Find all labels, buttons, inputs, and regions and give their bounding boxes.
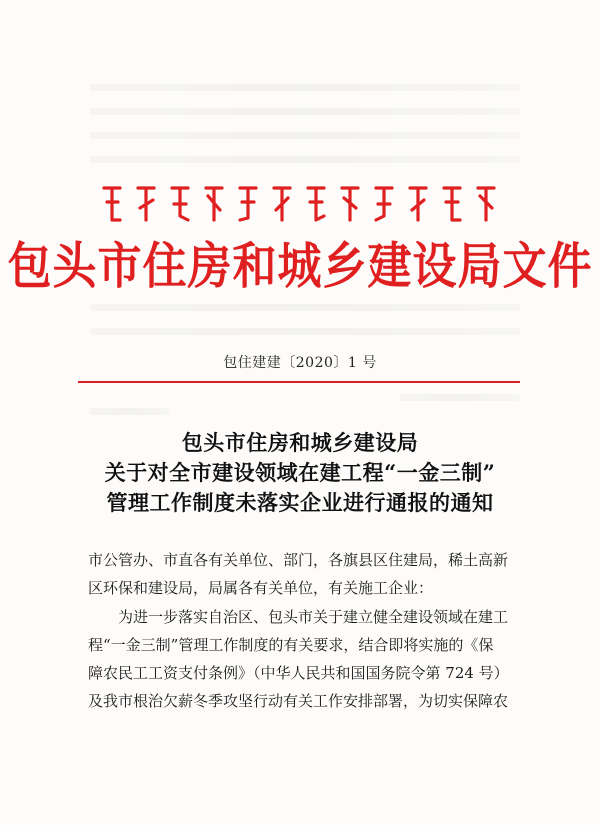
org-header-title: 包头市住房和城乡建设局文件 <box>7 238 593 296</box>
addressee-line: 市公管办、市直各有关单位、部门，各旗县区住建局，稀土高新 <box>88 551 509 569</box>
scan-bleed-mark <box>400 394 520 401</box>
mongolian-org-name-icon <box>98 180 506 228</box>
body-line: 及我市根治欠薪冬季攻坚行动有关工作安排部署，为切实保障农 <box>88 692 509 710</box>
notice-title-line: 包头市住房和城乡建设局 <box>181 430 419 455</box>
body-paragraph <box>88 603 528 715</box>
scan-bleed-mark <box>90 108 520 115</box>
body-line: 程“一金三制”管理工作制度的有关要求，结合即将实施的《保 <box>88 636 494 654</box>
document-number: 包住建建〔2020〕1 号 <box>223 355 377 371</box>
scan-bleed-mark <box>90 84 520 91</box>
addressee-block <box>88 546 528 602</box>
scan-bleed-mark <box>90 328 520 335</box>
red-separator-rule <box>78 381 520 383</box>
body-line: 障农民工工资支付条例》（中华人民共和国国务院令第 724 号） <box>88 664 509 682</box>
addressee-line: 区环保和建设局，局属各有关单位，有关施工企业： <box>88 579 434 597</box>
notice-title <box>0 428 600 518</box>
body-line: 为进一步落实自治区、包头市关于建立健全建设领域在建工 <box>118 608 509 626</box>
scan-bleed-mark <box>90 156 520 163</box>
scan-bleed-mark <box>90 132 520 139</box>
notice-title-line: 管理工作制度未落实企业进行通报的通知 <box>106 490 494 515</box>
notice-title-line: 关于对全市建设领域在建工程“一金三制” <box>104 460 496 485</box>
scan-bleed-mark <box>90 408 170 415</box>
